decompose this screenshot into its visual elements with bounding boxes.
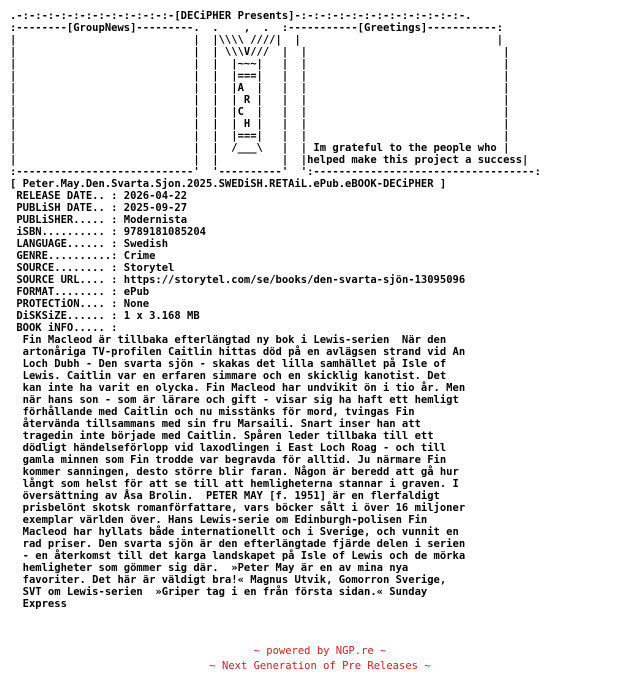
description-line: SVT om Lewis-serien »Griper tag i en från första sidan.« Sunday [10,586,428,598]
field-row [10,298,149,310]
field-label: FORMAT........ : [10,286,124,298]
banner-line: | | | /___\ | | Im grateful to the people who | [10,142,510,154]
field-row [10,190,187,202]
field-label: PUBLiSH DATE.. : [10,202,124,214]
field-label: LANGUAGE...... : [10,238,124,250]
field-value: Swedish [123,238,169,250]
description-line: långt som helst för att se till att hemligheterna stannar i graven. I [10,478,459,490]
nfo-text [10,10,541,610]
powered-by-text: ~ powered by NGP.re ~ [253,645,387,657]
description-line: prisbelönt skotsk romanförfattare, vars böcker sålt i över 16 miljoner [10,502,466,514]
field-row [10,286,149,298]
field-value: None [123,298,150,310]
field-row [10,310,200,322]
field-row [10,262,174,274]
banner-line: | | | | |helped make this project a success| [10,154,529,166]
description-line: rad priser. Den svarta sjön är den efterlängtade fjärde delen i serien [10,538,466,550]
field-row [10,202,187,214]
field-value: 1 x 3.168 MB [123,310,200,322]
field-value: 9789181085204 [123,226,206,238]
banner-line: :--------[GroupNews]---------. . , . :-----------[Greetings]-----------: [10,22,504,34]
description-line: översättning av Åsa Brolin. PETER MAY [f. 1951] är en flerfaldigt [10,490,440,502]
description-line: kan inte ha varit en olycka. Fin Macleod har undvikit ön i tio år. Men [10,382,466,394]
field-value: 2025-09-27 [123,202,188,214]
description-line: - en återkomst till det karga landskapet på Isle of Lewis och de mörka [10,550,466,562]
field-label: RELEASE DATE.. : [10,190,124,202]
description-line: hemligheter som gömmer sig där. »Peter May är en av mina nya [10,562,409,574]
field-label: iSBN.......... : [10,226,124,238]
field-value: Modernista [123,214,188,226]
description-line: Lewis. Caitlin var en erfaren simmare och en skicklig kanotist. Det [10,370,447,382]
field-row [10,226,206,238]
footer [0,644,640,674]
banner-line: | | | | R | | | | [10,94,510,106]
banner-line: | | | |===| | | | [10,70,510,82]
field-value: Storytel [123,262,175,274]
field-value: ePub [123,286,150,298]
description-line: återvända tillsammans med sin fru Marsaili. Snart inser han att [10,418,421,430]
description-line: gamla minnen som Fin trodde var begravda för alltid. Ju närmare Fin [10,454,447,466]
description-line: när hans son - som är lärare och gift - visar sig ha haft ett hemligt [10,394,459,406]
banner-line: | | | \\\V/// | | | [10,46,510,58]
field-row [10,214,187,226]
field-label: PUBLiSHER..... : [10,214,124,226]
field-value: https://storytel.com/se/books/den-svarta-sjön-13095096 [123,274,466,286]
field-label: SOURCE URL.... : [10,274,124,286]
description-line: Macleod har hyllats både internationellt och i Sverige, och vunnit en [10,526,459,538]
field-row [10,250,155,262]
tagline-text: ~ Next Generation of Pre Releases ~ [209,660,431,672]
description-line: tragedin inte började med Caitlin. Spåren leder tillbaka till ett [10,430,434,442]
field-label: PROTECTiON.... : [10,298,124,310]
description-line: förhållande med Caitlin och nu misstänks för mord, tvingas Fin [10,406,415,418]
banner-line: | | | |===| | | | [10,130,510,142]
field-row [10,238,168,250]
description-line: dödligt händelseförlopp vid laxodlingen i East Loch Roag - och till [10,442,447,454]
description-line: exemplar världen över. Hans Lewis-serie om Edinburgh-polisen Fin [10,514,428,526]
banner-line: | | | |A | | | | [10,82,510,94]
description-line: kommer sanningen, desto större blir faran. Någon är beredd att gå hur [10,466,459,478]
field-label: SOURCE........ : [10,262,124,274]
banner-line: :----------------------------' '----------' ':-----------------------------------: [10,166,542,178]
banner-line: | | |\\\\ ////| | | [10,34,504,46]
description-line: Express [10,598,67,610]
banner-line: | | | | H | | | | [10,118,510,130]
banner-line: | | | |~~~| | | | [10,58,510,70]
banner-line: | | | |C | | | | [10,106,510,118]
field-label: DiSKSiZE...... : [10,310,124,322]
banner-line: .-:-:-:-:-:-:-:-:-:-:-:-:-[DECiPHER Presents]-:-:-:-:-:-:-:-:-:-:-:-:-:-. [10,10,472,22]
description-line: favoriter. Det här är väldigt bra!« Magnus Utvik, Gomorron Sverige, [10,574,447,586]
description-line: artonåriga TV-profilen Caitlin hittas död på en avlägsen strand vid An [10,346,466,358]
field-label: BOOK iNFO..... : [10,322,124,334]
field-value: 2026-04-22 [123,190,188,202]
field-row [10,322,124,334]
field-row [10,274,465,286]
release-name: [ Peter.May.Den.Svarta.Sjon.2025.SWEDiSH.RETAiL.ePub.eBOOK-DECiPHER ] [10,178,447,190]
field-label: GENRE..........: [10,250,124,262]
description-line: Loch Dubh - Den svarta sjön - skakas det lilla samhället på Isle of [10,358,447,370]
field-value: Crime [123,250,156,262]
description-line: Fin Macleod är tillbaka efterlängtad ny bok i Lewis-serien När den [10,334,447,346]
